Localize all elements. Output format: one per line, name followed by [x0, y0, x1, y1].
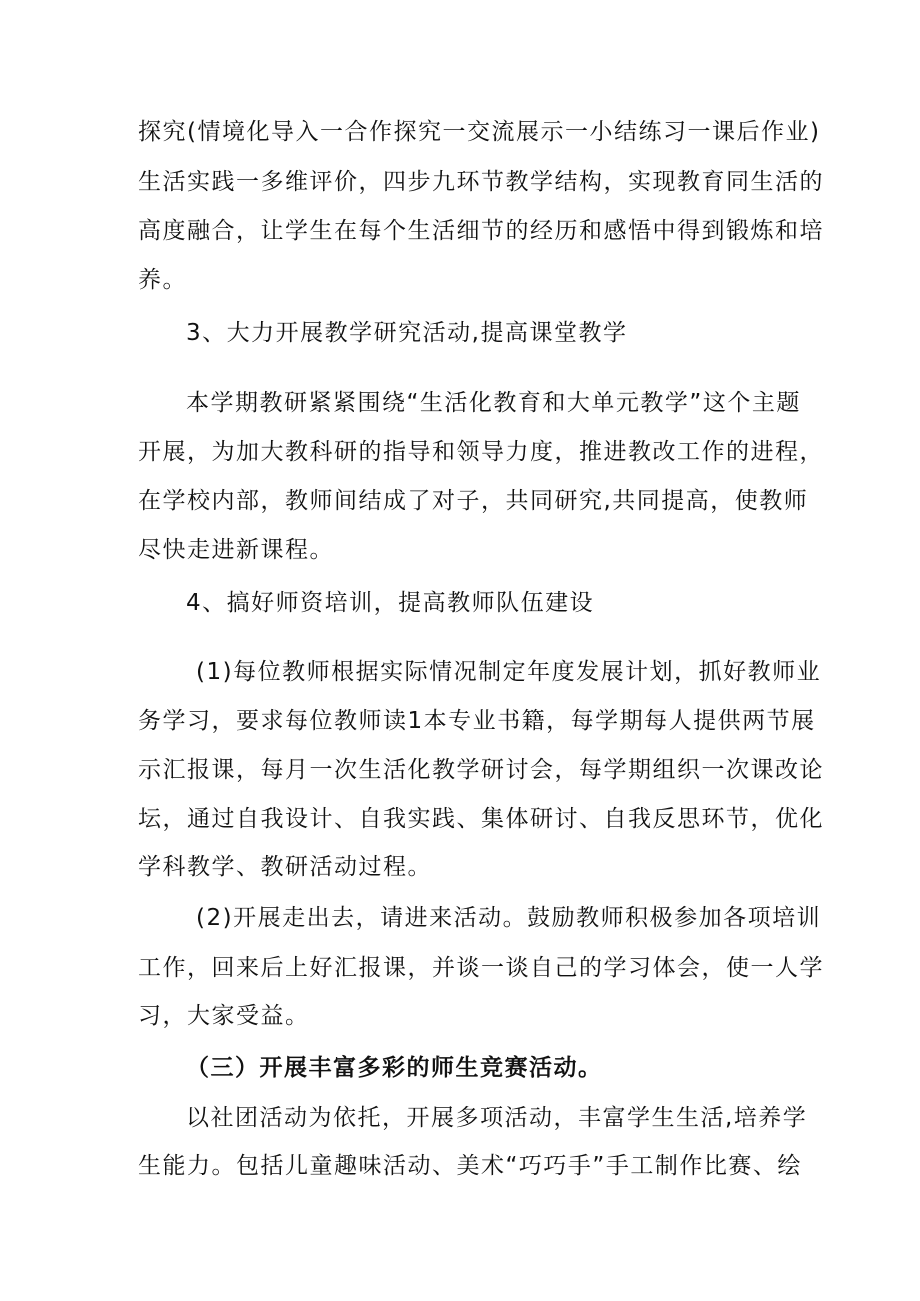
text-line: 示汇报课，每月一次生活化教学研讨会，每学期组织一次课改论: [138, 757, 824, 783]
text-line: 高度融合，让学生在每个生活细节的经历和感悟中得到锻炼和培: [138, 218, 824, 244]
text-line: 务学习，要求每位教师读1本专业书籍，每学期每人提供两节展: [138, 708, 816, 734]
text-line: 工作，回来后上好汇报课，并谈一谈自己的学习体会，使一人学: [138, 955, 824, 981]
text-line: 在学校内部，教师间结成了对子，共同研究,共同提高，使教师: [138, 488, 809, 514]
text-line: 探究(情境化导入一合作探究一交流展示一小结练习一课后作业): [138, 119, 821, 145]
text-line: 习，大家受益。: [138, 1003, 310, 1029]
section-heading: （三）开展丰富多彩的师生竞赛活动。: [186, 1055, 603, 1081]
heading-4: 4、搞好师资培训，提高教师队伍建设: [186, 590, 595, 616]
heading-3: 3、大力开展教学研究活动,提高课堂教学: [186, 320, 628, 346]
text-line: 生能力。包括儿童趣味活动、美术“巧巧手”手工制作比赛、绘: [138, 1153, 802, 1179]
text-line: 开展，为加大教科研的指导和领导力度，推进教改工作的进程，: [138, 439, 824, 465]
text-line: 学科教学、教研活动过程。: [138, 854, 432, 880]
text-line: (2)开展走出去，请进来活动。鼓励教师积极参加各项培训: [196, 905, 822, 931]
text-line: 以社团活动为依托，开展多项活动，丰富学生生活,培养学: [186, 1105, 808, 1131]
text-line: 坛，通过自我设计、自我实践、集体研讨、自我反思环节，优化: [138, 806, 824, 832]
text-line: 尽快走进新课程。: [138, 537, 334, 563]
text-line: (1)每位教师根据实际情况制定年度发展计划，抓好教师业: [196, 659, 822, 685]
text-line: 本学期教研紧紧围绕“生活化教育和大单元教学”这个主题: [186, 390, 801, 416]
text-line: 养。: [138, 267, 187, 293]
text-line: 生活实践一多维评价，四步九环节教学结构，实现教育同生活的: [138, 169, 824, 195]
